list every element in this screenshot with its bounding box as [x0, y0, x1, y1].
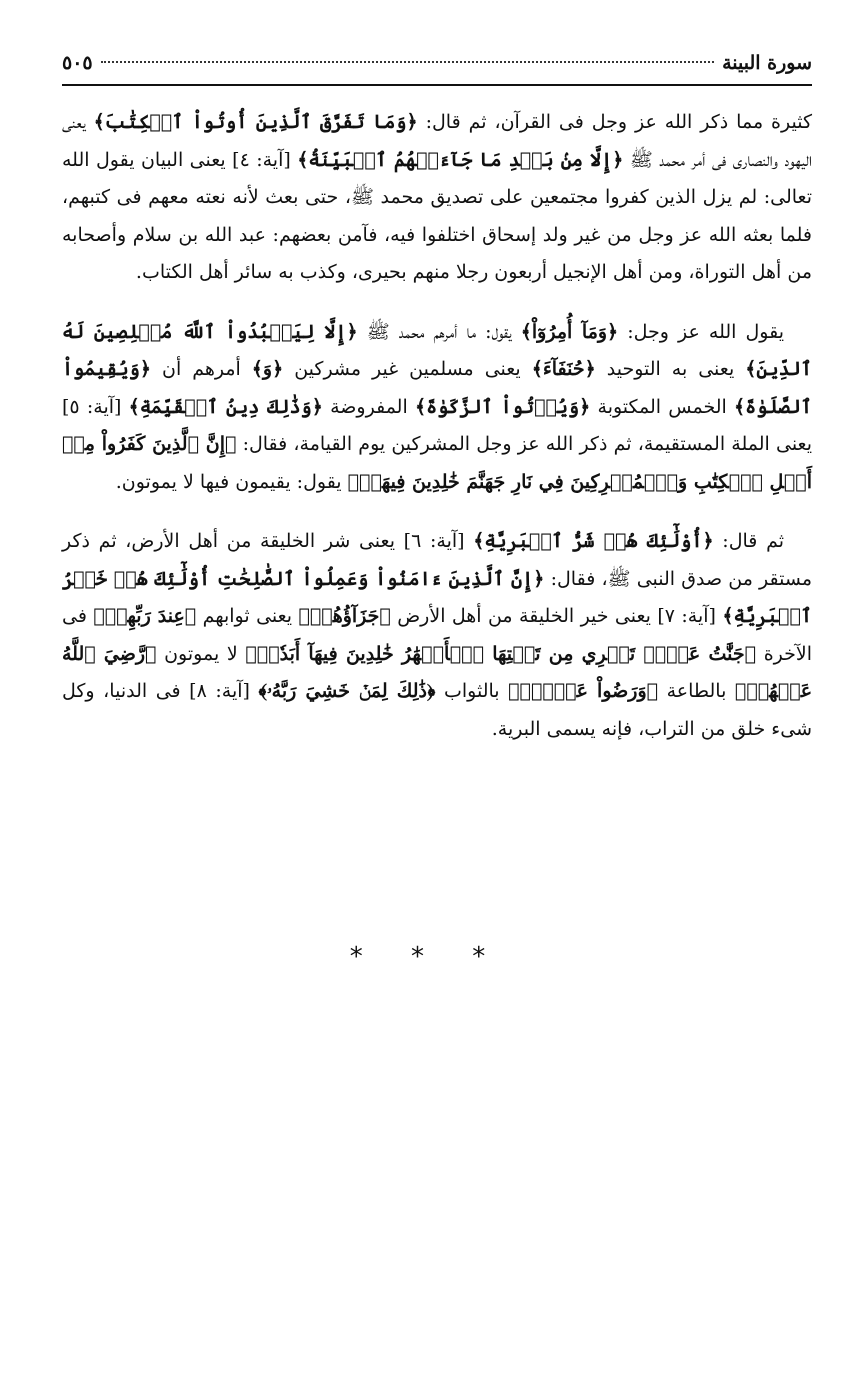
commentary-text: أمرهم أن	[151, 358, 252, 380]
quran-verse-quote: ﴿وَيُقِيمُواْ ٱلصَّلَوٰةَ﴾	[62, 358, 812, 418]
commentary-text: [آية: ٦] يعنى شر الخليقة من أهل الأرض، ثم ذكر مستقر من صدق النبى ﷺ، فقال:	[62, 530, 813, 590]
commentary-text: [آية: ٤] يعنى البيان يقول الله تعالى: لم يزل الذين كفروا مجتمعين على تصديق محمد ﷺ، حتى بعث لأنه نعته معهم فى كتبهم، فلما بعثه الله عز وجل من غير ولد إسحاق اختلفوا فيه، فآمن بعضهم: عبد الله بن سلام وأصحابه من أهل التوراة، ومن أهل الإنجيل أربعون رجلا منهم بحيرى، وكذب به سائر أهل الكتاب.	[62, 148, 812, 283]
quran-verse-quote: ﴿عِندَ رَبِّهِمۡ﴾	[93, 605, 197, 627]
commentary-text: بالثواب	[435, 680, 509, 702]
quran-verse-quote: ﴿وَيُؤۡتُواْ ٱلزَّكَوٰةَ﴾	[414, 395, 591, 418]
commentary-text: المفروضة	[322, 395, 415, 418]
commentary-text: يقول: ما أمرهم محمد ﷺ	[357, 320, 521, 343]
commentary-text: يقول الله عز وجل:	[618, 320, 784, 343]
quran-verse-quote: ﴿وَرَضُواْ عَنۡهُۚ﴾	[508, 680, 659, 702]
quran-verse-quote: ﴿جَنَّٰتُ عَدۡنٖ تَجۡرِي مِن تَحۡتِهَا ٱلۡأَنۡهَٰرُ خَٰلِدِينَ فِيهَآ أَبَدٗاۖ﴾	[245, 642, 757, 665]
paragraph-1	[62, 104, 812, 292]
commentary-text: الخمس المكتوبة	[590, 395, 735, 418]
paragraph-3	[62, 523, 812, 748]
tafsir-body	[62, 104, 812, 770]
commentary-text: يعنى به التوحيد	[595, 358, 746, 380]
quran-verse-quote: ﴿وَذَٰلِكَ دِينُ ٱلۡقَيِّمَةِ﴾	[128, 395, 323, 418]
quran-verse-quote: ﴿وَ﴾	[251, 358, 284, 380]
commentary-text: [آية: ٧] يعنى خير الخليقة من أهل الأرض	[390, 605, 723, 627]
quran-verse-quote: ﴿أُوْلَٰٓئِكَ هُمۡ شَرُّ ٱلۡبَرِيَّةِ﴾	[473, 530, 714, 552]
quran-verse-quote: ﴿إِنَّ ٱلَّذِينَ ءَامَنُواْ وَعَمِلُواْ ٱلصَّٰلِحَٰتِ أُوْلَٰٓئِكَ هُمۡ خَيۡرُ ٱلۡبَرِيَّةِ﴾	[62, 567, 812, 627]
quran-verse-quote: ﴿رَّضِيَ ٱللَّهُ عَنۡهُمۡ﴾	[62, 642, 813, 702]
quran-verse-quote: ﴿ذَٰلِكَ لِمَنۡ خَشِيَ رَبَّهُۥ﴾	[258, 680, 436, 702]
commentary-text: فى الآخرة	[62, 605, 812, 665]
quran-verse-quote: ﴿إِنَّ ٱلَّذِينَ كَفَرُواْ مِنۡ أَهۡلِ ٱلۡكِتَٰبِ وَٱلۡمُشۡرِكِينَ فِي نَارِ جَهَنَّمَ خَٰلِدِينَ فِيهَآۚ﴾	[62, 433, 812, 493]
quran-verse-quote: ﴿وَمَآ أُمِرُوٓاْ﴾	[520, 320, 619, 343]
commentary-text: يعنى مسلمين غير مشركين	[283, 358, 532, 380]
commentary-text: بالطاعة	[658, 680, 735, 702]
commentary-text: ثم قال:	[713, 530, 784, 552]
paragraph-2	[62, 314, 812, 502]
commentary-text: يقول: يقيمون فيها لا يموتون.	[115, 470, 348, 493]
section-separator: * * *	[349, 942, 506, 972]
quran-verse-quote: ﴿وَمَا تَفَرَّقَ ٱلَّذِينَ أُوتُواْ ٱلۡكِتَٰبَ﴾	[93, 111, 418, 133]
commentary-text: لا يموتون	[156, 642, 246, 665]
quran-verse-quote: ﴿إِلَّا لِيَعۡبُدُواْ ٱللَّهَ مُخۡلِصِينَ لَهُ ٱلدِّينَ﴾	[62, 320, 812, 380]
page-header	[62, 52, 812, 86]
header-dot-leader	[101, 61, 714, 63]
commentary-text: يعنى ثوابهم	[196, 605, 299, 627]
commentary-text: كثيرة مما ذكر الله عز وجل فى القرآن، ثم قال:	[417, 111, 812, 133]
surah-title: سورة البينة	[722, 52, 812, 74]
commentary-text: [آية: ٨] فى الدنيا، وكل شىء خلق من التراب، فإنه يسمى البرية.	[62, 680, 812, 740]
quran-verse-quote: ﴿جَزَآؤُهُمۡ﴾	[298, 605, 391, 627]
quran-verse-quote: ﴿إِلَّا مِنۢ بَعۡدِ مَا جَآءَتۡهُمُ ٱلۡبَيِّنَةُ﴾	[297, 148, 624, 171]
quran-verse-quote: ﴿حُنَفَآءَ﴾	[531, 358, 596, 380]
page-number: ٥٠٥	[62, 52, 93, 74]
commentary-text: يعنى اليهود والنصارى فى أمر محمد ﷺ	[62, 111, 813, 171]
commentary-text: [آية: ٥] يعنى الملة المستقيمة، ثم ذكر الله عز وجل المشركين يوم القيامة، فقال:	[62, 395, 813, 455]
